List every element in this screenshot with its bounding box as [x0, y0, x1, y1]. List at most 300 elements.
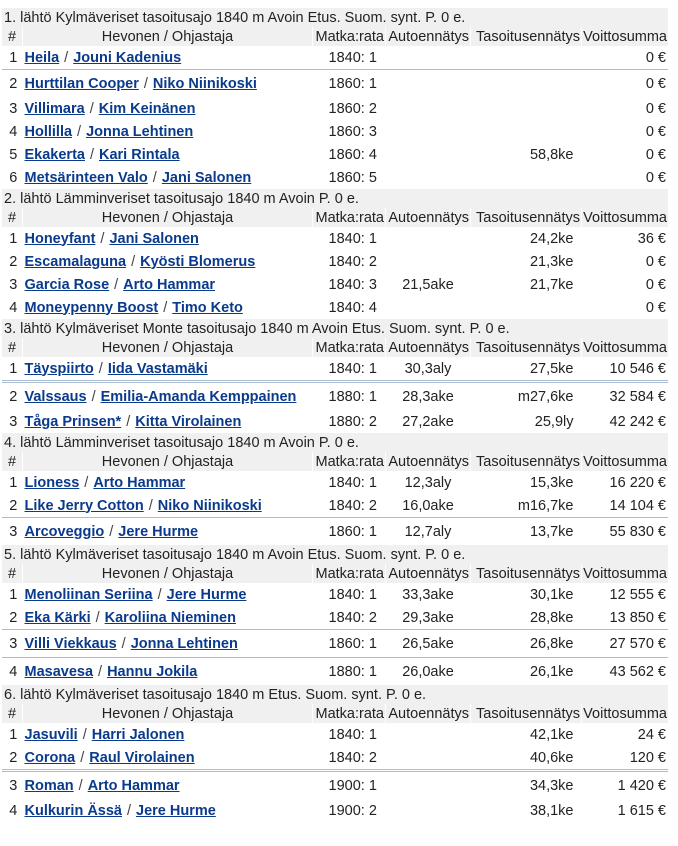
- column-header-name: Hevonen / Ohjastaja: [23, 452, 313, 471]
- driver-link[interactable]: Jani Salonen: [109, 230, 199, 247]
- column-header-auto: Autoennätys: [386, 338, 471, 357]
- race-title: 4. lähtö Lämminveriset tasoitusajo 1840 m Avoin P. 0 e.: [2, 433, 668, 452]
- distance-track: 1840: 3: [328, 276, 377, 293]
- distance-track: 1860: 1: [313, 630, 386, 658]
- auto-record: 12,3aly: [404, 474, 452, 491]
- table-row: [2, 606, 668, 630]
- start-number: 2: [9, 497, 18, 514]
- handicap-record: 24,2ke: [529, 230, 574, 247]
- table-row: [2, 494, 668, 518]
- table-row: [2, 97, 668, 120]
- auto-record: 26,0ake: [386, 658, 471, 686]
- column-header-dist: Matka:rata: [313, 564, 386, 583]
- distance-track: 1860: 3: [328, 123, 377, 140]
- distance-track: 1840: 1: [328, 49, 377, 66]
- column-header-dist: Matka:rata: [313, 704, 386, 723]
- race-title: 5. lähtö Kylmäveriset tasoitusajo 1840 m Avoin Etus. Suom. synt. P. 0 e.: [2, 545, 668, 564]
- distance-track: 1840: 4: [328, 299, 377, 316]
- prize-money: 0 €: [645, 299, 666, 316]
- column-header-win: Voittosumma: [583, 565, 667, 582]
- handicap-record: 15,3ke: [529, 474, 574, 491]
- driver-link[interactable]: Harri Jalonen: [91, 726, 185, 743]
- auto-record: 16,0ake: [402, 497, 454, 514]
- horse-link[interactable]: Arcoveggio: [24, 524, 105, 540]
- horse-driver-cell: [23, 166, 313, 189]
- prize-money: 12 555 €: [609, 586, 666, 603]
- handicap-record: [471, 296, 582, 319]
- start-number: 5: [9, 146, 18, 163]
- start-number: 1: [9, 360, 18, 377]
- handicap-record: 21,3ke: [529, 253, 574, 270]
- horse-driver-cell: [23, 410, 313, 433]
- column-header-dist: Matka:rata: [313, 27, 386, 46]
- driver-link[interactable]: Timo Keto: [172, 299, 243, 316]
- driver-link[interactable]: Emilia-Amanda Kemppainen: [100, 389, 297, 405]
- column-header-name: Hevonen / Ohjastaja: [23, 208, 313, 227]
- auto-record: [386, 771, 471, 800]
- column-header-dist: Matka:rata: [313, 208, 386, 227]
- horse-link[interactable]: Villimara: [24, 100, 85, 117]
- distance-track: 1860: 1: [313, 518, 386, 546]
- prize-money: 0 €: [645, 100, 666, 117]
- table-row: [2, 227, 668, 250]
- table-row: [2, 583, 668, 606]
- start-number: 6: [9, 169, 18, 186]
- handicap-record: m16,7ke: [517, 497, 574, 514]
- prize-money: 55 830 €: [582, 518, 669, 546]
- handicap-record: 34,3ke: [471, 771, 582, 800]
- horse-driver-cell: [23, 746, 313, 771]
- start-number: 3: [2, 771, 23, 800]
- driver-link[interactable]: Jani Salonen: [161, 169, 252, 186]
- handicap-record: [471, 46, 582, 70]
- column-header-name: Hevonen / Ohjastaja: [23, 338, 313, 357]
- horse-link[interactable]: Kulkurin Ässä: [24, 802, 122, 819]
- prize-money: 0 €: [645, 276, 666, 293]
- name-separator: /: [80, 749, 85, 766]
- race-title-row: [2, 189, 668, 208]
- distance-track: 1900: 1: [313, 771, 386, 800]
- prize-money: 0 €: [645, 169, 666, 186]
- column-header-name: Hevonen / Ohjastaja: [23, 27, 313, 46]
- column-header-num: #: [2, 452, 23, 471]
- driver-link[interactable]: Jere Hurme: [166, 586, 247, 603]
- column-header-win: Voittosumma: [583, 28, 667, 45]
- handicap-record: 28,8ke: [529, 609, 574, 626]
- name-separator: /: [100, 230, 105, 247]
- distance-track: 1840: 1: [328, 586, 377, 603]
- horse-driver-cell: [23, 771, 313, 800]
- column-header-win: Voittosumma: [583, 209, 667, 226]
- horse-driver-cell: [23, 382, 313, 411]
- handicap-record: 21,7ke: [529, 276, 574, 293]
- horse-driver-cell: [23, 799, 313, 822]
- table-row: [2, 143, 668, 166]
- handicap-record: [471, 97, 582, 120]
- column-header-auto: Autoennätys: [386, 564, 471, 583]
- race-title: 6. lähtö Kylmäveriset tasoitusajo 1840 m Etus. Suom. synt. P. 0 e.: [2, 685, 668, 704]
- horse-driver-cell: [23, 273, 313, 296]
- table-row: [2, 658, 668, 686]
- auto-record: [386, 296, 471, 319]
- distance-track: 1860: 4: [328, 146, 377, 163]
- column-header-num: #: [2, 208, 23, 227]
- distance-track: 1880: 2: [328, 413, 377, 430]
- prize-money: 10 546 €: [609, 360, 666, 377]
- column-header-tas: Tasoitusennätys: [471, 564, 582, 583]
- race-title: 2. lähtö Lämminveriset tasoitusajo 1840 m Avoin P. 0 e.: [2, 189, 668, 208]
- driver-link[interactable]: Niko Niinikoski: [157, 497, 262, 514]
- race-title-row: [2, 433, 668, 452]
- race-title: 3. lähtö Kylmäveriset Monte tasoitusajo 1840 m Avoin Etus. Suom. synt. P. 0 e.: [2, 319, 668, 338]
- name-separator: /: [114, 276, 119, 293]
- auto-record: [386, 97, 471, 120]
- horse-link[interactable]: Villi Viekkaus: [24, 636, 117, 652]
- start-number: 4: [9, 123, 18, 140]
- distance-track: 1880: 1: [313, 658, 386, 686]
- table-row: [2, 296, 668, 319]
- horse-link[interactable]: Metsärinteen Valo: [24, 169, 148, 186]
- column-header-row: [2, 208, 668, 227]
- auto-record: [386, 250, 471, 273]
- table-row: [2, 746, 668, 771]
- horse-link[interactable]: Escamalaguna: [24, 253, 127, 270]
- handicap-record: 25,9ly: [534, 413, 574, 430]
- horse-driver-cell: [23, 120, 313, 143]
- column-header-auto: Autoennätys: [386, 208, 471, 227]
- distance-track: 1880: 1: [313, 382, 386, 411]
- name-separator: /: [109, 524, 114, 540]
- start-number: 2: [9, 749, 18, 766]
- table-row: [2, 273, 668, 296]
- driver-link[interactable]: Arto Hammar: [93, 474, 186, 491]
- handicap-record: [471, 166, 582, 189]
- name-separator: /: [127, 802, 132, 819]
- race-table: [2, 685, 668, 822]
- column-header-auto: Autoennätys: [386, 452, 471, 471]
- table-row: [2, 46, 668, 70]
- race-title-row: [2, 8, 668, 27]
- column-header-row: [2, 27, 668, 46]
- table-row: [2, 630, 668, 658]
- name-separator: /: [131, 253, 136, 270]
- handicap-record: 27,5ke: [529, 360, 574, 377]
- horse-driver-cell: [23, 97, 313, 120]
- distance-track: 1840: 1: [328, 230, 377, 247]
- prize-money: 1 420 €: [582, 771, 669, 800]
- table-row: [2, 70, 668, 98]
- column-header-tas: Tasoitusennätys: [471, 27, 582, 46]
- handicap-record: m27,6ke: [471, 382, 582, 411]
- horse-driver-cell: [23, 46, 313, 70]
- handicap-record: 26,1ke: [471, 658, 582, 686]
- column-header-win: Voittosumma: [583, 453, 667, 470]
- auto-record: 29,3ake: [402, 609, 454, 626]
- handicap-record: 13,7ke: [471, 518, 582, 546]
- horse-driver-cell: [23, 250, 313, 273]
- race-table: [2, 8, 668, 189]
- horse-link[interactable]: Eka Kärki: [24, 609, 91, 626]
- column-header-auto: Autoennätys: [386, 704, 471, 723]
- race-title-row: [2, 545, 668, 564]
- horse-driver-cell: [23, 143, 313, 166]
- name-separator: /: [152, 169, 157, 186]
- column-header-name: Hevonen / Ohjastaja: [23, 564, 313, 583]
- horse-link[interactable]: Lioness: [24, 474, 80, 491]
- auto-record: [386, 227, 471, 250]
- table-row: [2, 410, 668, 433]
- distance-track: 1840: 2: [328, 497, 377, 514]
- name-separator: /: [98, 360, 103, 377]
- start-number: 3: [2, 630, 23, 658]
- name-separator: /: [163, 299, 168, 316]
- prize-money: 120 €: [629, 749, 666, 766]
- distance-track: 1840: 1: [328, 726, 377, 743]
- start-number: 2: [9, 609, 18, 626]
- horse-link[interactable]: Menoliinan Seriina: [24, 586, 153, 603]
- horse-link[interactable]: Valssaus: [24, 389, 87, 405]
- horse-driver-cell: [23, 70, 313, 98]
- distance-track: 1840: 2: [328, 253, 377, 270]
- driver-link[interactable]: Arto Hammar: [123, 276, 216, 293]
- table-row: [2, 120, 668, 143]
- driver-link[interactable]: Karoliina Nieminen: [104, 609, 236, 626]
- driver-link[interactable]: Jere Hurme: [118, 524, 199, 540]
- handicap-record: [471, 70, 582, 98]
- horse-link[interactable]: Honeyfant: [24, 230, 96, 247]
- driver-link[interactable]: Jonna Lehtinen: [130, 636, 238, 652]
- race-table: [2, 189, 668, 319]
- prize-money: 24 €: [637, 726, 666, 743]
- name-separator: /: [78, 778, 83, 794]
- driver-link[interactable]: Arto Hammar: [87, 778, 180, 794]
- name-separator: /: [143, 76, 148, 92]
- table-row: [2, 166, 668, 189]
- horse-driver-cell: [23, 723, 313, 746]
- start-number: 3: [9, 413, 18, 430]
- column-header-num: #: [2, 27, 23, 46]
- table-row: [2, 250, 668, 273]
- horse-driver-cell: [23, 227, 313, 250]
- auto-record: [386, 746, 471, 771]
- horse-driver-cell: [23, 296, 313, 319]
- auto-record: 27,2ake: [402, 413, 454, 430]
- prize-money: 32 584 €: [582, 382, 669, 411]
- prize-money: 0 €: [645, 253, 666, 270]
- column-header-auto: Autoennätys: [386, 27, 471, 46]
- driver-link[interactable]: Kari Rintala: [99, 146, 180, 163]
- start-number: 3: [2, 518, 23, 546]
- driver-link[interactable]: Jonna Lehtinen: [86, 123, 194, 140]
- auto-record: 28,3ake: [386, 382, 471, 411]
- column-header-tas: Tasoitusennätys: [471, 208, 582, 227]
- column-header-row: [2, 704, 668, 723]
- prize-money: 43 562 €: [582, 658, 669, 686]
- prize-money: 0 €: [582, 70, 669, 98]
- column-header-row: [2, 564, 668, 583]
- start-number: 1: [9, 586, 18, 603]
- horse-link[interactable]: Heila: [24, 49, 60, 66]
- auto-record: [386, 46, 471, 70]
- distance-track: 1860: 2: [328, 100, 377, 117]
- start-number: 1: [9, 474, 18, 491]
- distance-track: 1840: 1: [328, 360, 377, 377]
- handicap-record: 30,1ke: [529, 586, 574, 603]
- start-number: 4: [2, 658, 23, 686]
- table-row: [2, 518, 668, 546]
- auto-record: 21,5ake: [402, 276, 454, 293]
- horse-link[interactable]: Corona: [24, 749, 76, 766]
- start-number: 4: [9, 299, 18, 316]
- auto-record: [386, 120, 471, 143]
- distance-track: 1840: 1: [328, 474, 377, 491]
- auto-record: 26,5ake: [386, 630, 471, 658]
- prize-money: 42 242 €: [609, 413, 666, 430]
- horse-link[interactable]: Moneypenny Boost: [24, 299, 159, 316]
- name-separator: /: [64, 49, 69, 66]
- table-row: [2, 771, 668, 800]
- start-number: 4: [9, 802, 18, 819]
- column-header-name: Hevonen / Ohjastaja: [23, 704, 313, 723]
- race-title: 1. lähtö Kylmäveriset tasoitusajo 1840 m Avoin Etus. Suom. synt. P. 0 e.: [2, 8, 668, 27]
- column-header-tas: Tasoitusennätys: [471, 704, 582, 723]
- horse-link[interactable]: Roman: [24, 778, 74, 794]
- horse-link[interactable]: Like Jerry Cotton: [24, 497, 144, 514]
- race-table: [2, 545, 668, 685]
- start-number: 2: [2, 382, 23, 411]
- start-number: 2: [2, 70, 23, 98]
- prize-money: 14 104 €: [609, 497, 666, 514]
- horse-link[interactable]: Tåga Prinsen*: [24, 413, 122, 430]
- horse-link[interactable]: Ekakerta: [24, 146, 85, 163]
- horse-link[interactable]: Masavesa: [24, 664, 94, 680]
- auto-record: [386, 143, 471, 166]
- handicap-record: 42,1ke: [529, 726, 574, 743]
- start-number: 3: [9, 100, 18, 117]
- start-number: 2: [9, 253, 18, 270]
- column-header-num: #: [2, 564, 23, 583]
- horse-driver-cell: [23, 494, 313, 518]
- horse-link[interactable]: Garcia Rose: [24, 276, 110, 293]
- horse-driver-cell: [23, 583, 313, 606]
- name-separator: /: [98, 664, 103, 680]
- table-row: [2, 723, 668, 746]
- distance-track: 1900: 2: [328, 802, 377, 819]
- prize-money: 0 €: [645, 123, 666, 140]
- auto-record: [386, 723, 471, 746]
- table-row: [2, 382, 668, 411]
- auto-record: [386, 799, 471, 822]
- auto-record: [386, 166, 471, 189]
- horse-driver-cell: [23, 606, 313, 630]
- race-title-row: [2, 685, 668, 704]
- auto-record: 30,3aly: [404, 360, 452, 377]
- driver-link[interactable]: Kyösti Blomerus: [140, 253, 256, 270]
- horse-link[interactable]: Täyspiirto: [24, 360, 94, 377]
- column-header-num: #: [2, 338, 23, 357]
- table-row: [2, 357, 668, 382]
- prize-money: 0 €: [645, 146, 666, 163]
- column-header-dist: Matka:rata: [313, 452, 386, 471]
- name-separator: /: [148, 497, 153, 514]
- table-row: [2, 471, 668, 494]
- horse-link[interactable]: Jasuvili: [24, 726, 78, 743]
- distance-track: 1840: 2: [328, 749, 377, 766]
- driver-link[interactable]: Kitta Virolainen: [135, 413, 242, 430]
- handicap-record: 58,8ke: [529, 146, 574, 163]
- start-number: 1: [9, 726, 18, 743]
- handicap-record: 40,6ke: [529, 749, 574, 766]
- horse-link[interactable]: Hurttilan Cooper: [24, 76, 139, 92]
- horse-driver-cell: [23, 518, 313, 546]
- name-separator: /: [157, 586, 162, 603]
- handicap-record: 26,8ke: [471, 630, 582, 658]
- column-header-dist: Matka:rata: [313, 338, 386, 357]
- prize-money: 13 850 €: [609, 609, 666, 626]
- name-separator: /: [89, 100, 94, 117]
- horse-link[interactable]: Hollilla: [24, 123, 73, 140]
- driver-link[interactable]: Kim Keinänen: [98, 100, 196, 117]
- table-row: [2, 799, 668, 822]
- prize-money: 1 615 €: [617, 802, 666, 819]
- driver-link[interactable]: Niko Niinikoski: [152, 76, 257, 92]
- prize-money: 16 220 €: [609, 474, 666, 491]
- race-table: [2, 319, 668, 433]
- driver-link[interactable]: Jouni Kadenius: [73, 49, 182, 66]
- handicap-record: 38,1ke: [529, 802, 574, 819]
- handicap-record: [471, 120, 582, 143]
- column-header-num: #: [2, 704, 23, 723]
- auto-record: 33,3ake: [402, 586, 454, 603]
- column-header-tas: Tasoitusennätys: [471, 338, 582, 357]
- distance-track: 1840: 2: [328, 609, 377, 626]
- column-header-row: [2, 452, 668, 471]
- distance-track: 1860: 1: [313, 70, 386, 98]
- horse-driver-cell: [23, 658, 313, 686]
- column-header-row: [2, 338, 668, 357]
- name-separator: /: [91, 389, 96, 405]
- horse-driver-cell: [23, 471, 313, 494]
- horse-driver-cell: [23, 630, 313, 658]
- name-separator: /: [77, 123, 82, 140]
- start-number: 1: [9, 49, 18, 66]
- horse-driver-cell: [23, 357, 313, 382]
- prize-money: 27 570 €: [582, 630, 669, 658]
- driver-link[interactable]: Hannu Jokila: [107, 664, 198, 680]
- column-header-win: Voittosumma: [583, 705, 667, 722]
- name-separator: /: [84, 474, 89, 491]
- column-header-tas: Tasoitusennätys: [471, 452, 582, 471]
- distance-track: 1860: 5: [328, 169, 377, 186]
- name-separator: /: [126, 413, 131, 430]
- start-number: 1: [9, 230, 18, 247]
- auto-record: 12,7aly: [386, 518, 471, 546]
- column-header-win: Voittosumma: [583, 339, 667, 356]
- start-number: 3: [9, 276, 18, 293]
- driver-link[interactable]: Jere Hurme: [136, 802, 216, 819]
- prize-money: 36 €: [637, 230, 666, 247]
- name-separator: /: [121, 636, 126, 652]
- name-separator: /: [95, 609, 100, 626]
- race-title-row: [2, 319, 668, 338]
- name-separator: /: [89, 146, 94, 163]
- race-table: [2, 433, 668, 545]
- auto-record: [386, 70, 471, 98]
- prize-money: 0 €: [645, 49, 666, 66]
- name-separator: /: [82, 726, 87, 743]
- driver-link[interactable]: Iida Vastamäki: [107, 360, 208, 377]
- driver-link[interactable]: Raul Virolainen: [89, 749, 195, 766]
